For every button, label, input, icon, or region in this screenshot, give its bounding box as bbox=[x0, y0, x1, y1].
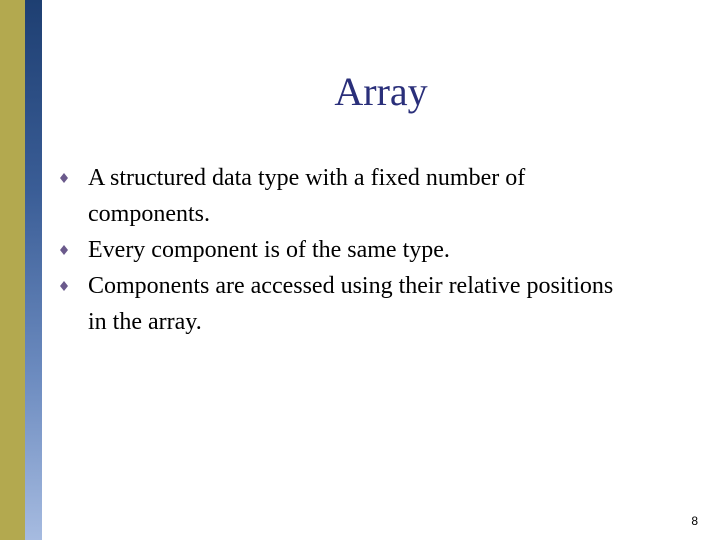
page-number: 8 bbox=[691, 514, 698, 528]
bullet-list bbox=[58, 160, 618, 340]
bullet-item bbox=[58, 268, 618, 340]
diamond-bullet-icon bbox=[58, 268, 70, 304]
bullet-text: Components are accessed using their relative positions in the array. bbox=[88, 273, 614, 335]
sidebar-gradient-stripe bbox=[25, 0, 42, 540]
bullet-item bbox=[58, 232, 618, 268]
bullet-item bbox=[58, 160, 618, 232]
sidebar-olive-stripe bbox=[0, 0, 25, 540]
slide-title: Array bbox=[334, 69, 428, 114]
bullet-text: A structured data type with a fixed number of components. bbox=[88, 165, 526, 227]
diamond-bullet-icon bbox=[58, 160, 70, 196]
diamond-bullet-icon bbox=[58, 232, 70, 268]
bullet-text: Every component is of the same type. bbox=[88, 237, 450, 263]
